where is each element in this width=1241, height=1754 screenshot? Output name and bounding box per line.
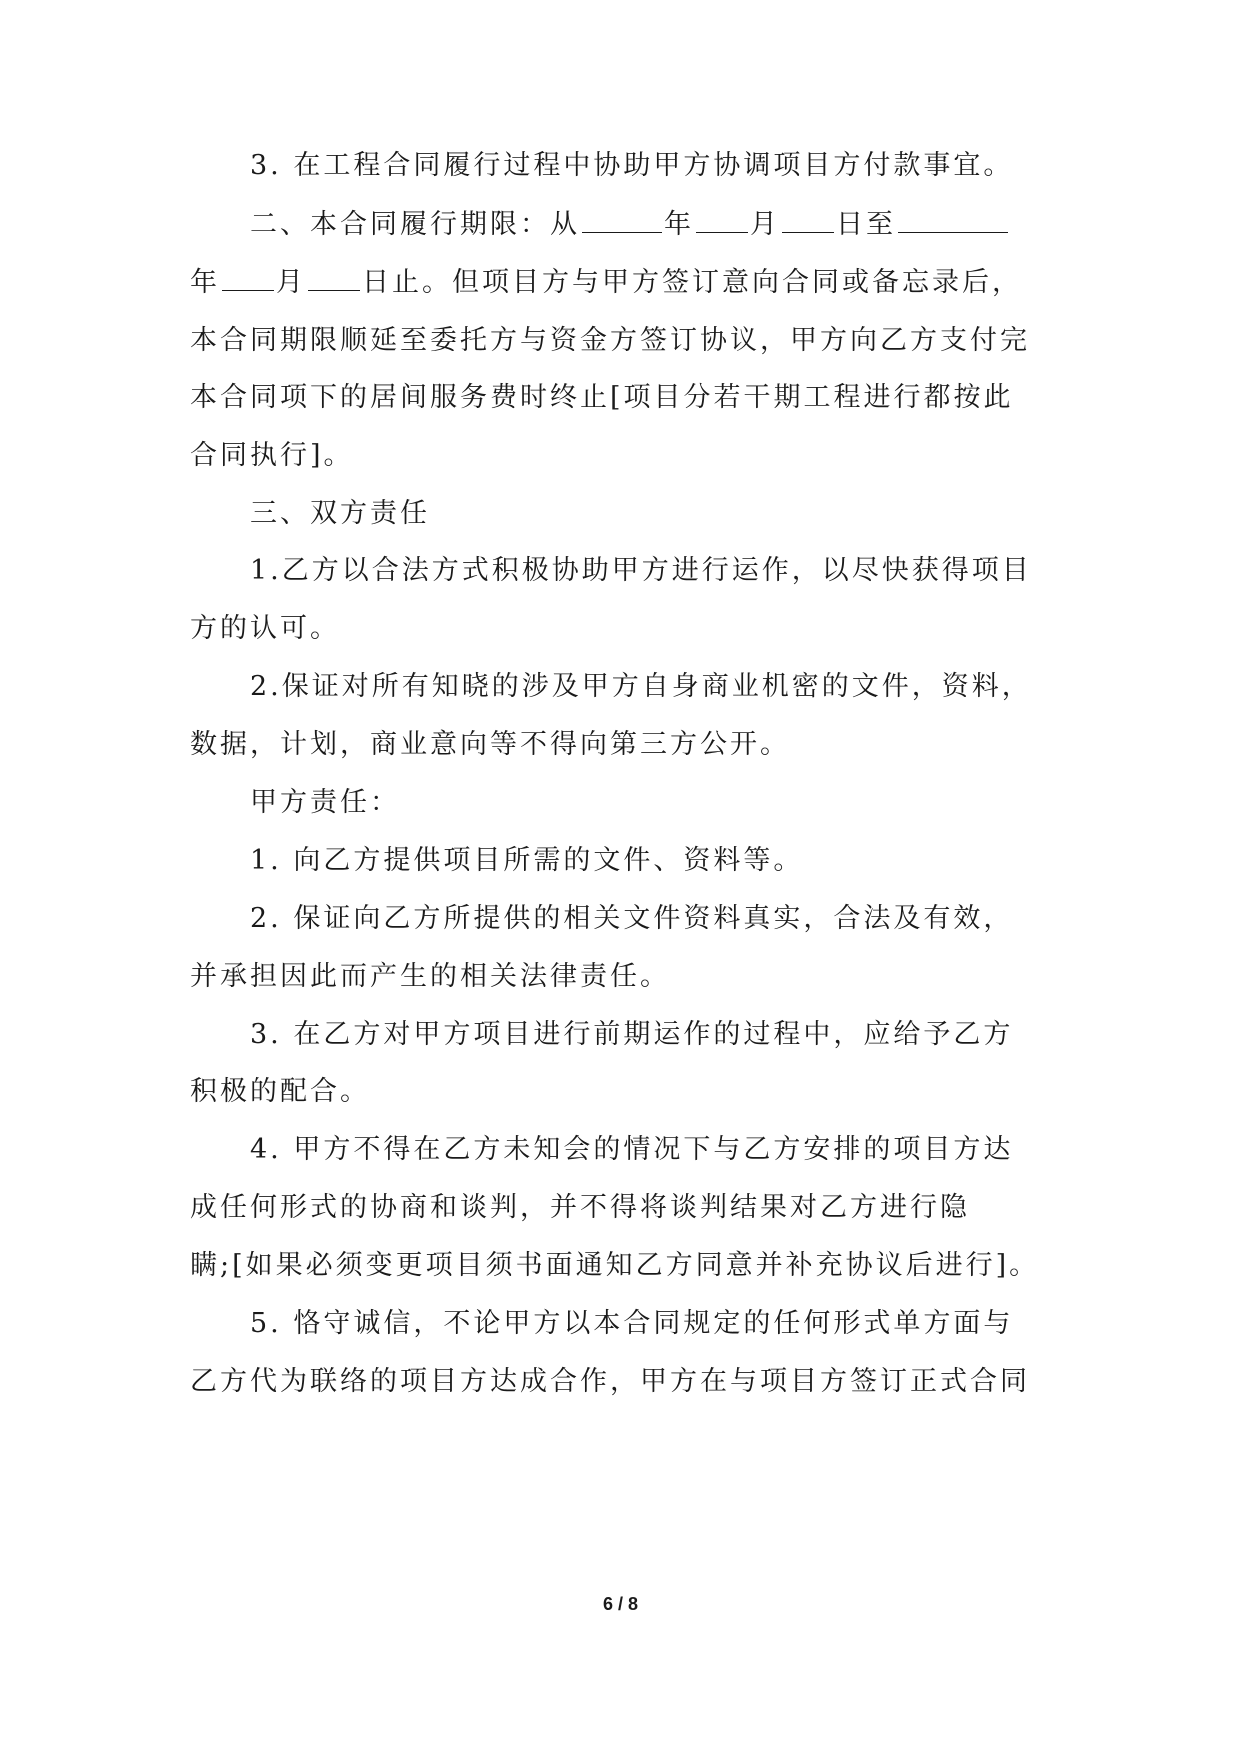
month-unit: 月 — [276, 267, 306, 298]
paragraph-line: 1. 向乙方提供项目所需的文件、资料等。 — [250, 845, 804, 876]
end-month-blank — [222, 264, 274, 291]
paragraph-line: 3. 在工程合同履行过程中协助甲方协调项目方付款事宜。 — [250, 150, 1014, 181]
paragraph-line: 1.乙方以合法方式积极协助甲方进行运作，以尽快获得项目 — [250, 555, 1032, 586]
year-unit: 年 — [190, 267, 220, 298]
paragraph-line: 本合同项下的居间服务费时终止[项目分若干期工程进行都按此 — [190, 382, 1014, 413]
paragraph-line: 本合同期限顺延至委托方与资金方签订协议，甲方向乙方支付完 — [190, 325, 1030, 356]
paragraph-line: 方的认可。 — [190, 613, 340, 644]
day-blank — [782, 206, 834, 233]
section-heading: 三、双方责任 — [250, 498, 430, 529]
term-end-text: 日止。但项目方与甲方签订意向合同或备忘录后， — [362, 267, 1022, 298]
day-to-unit: 日至 — [836, 209, 896, 240]
contract-term-line-2 — [190, 263, 1022, 303]
paragraph-line: 乙方代为联络的项目方达成合作，甲方在与项目方签订正式合同 — [190, 1366, 1030, 1397]
paragraph-line: 3. 在乙方对甲方项目进行前期运作的过程中，应给予乙方 — [250, 1019, 1014, 1050]
month-unit: 月 — [750, 209, 780, 240]
paragraph-line: 4. 甲方不得在乙方未知会的情况下与乙方安排的项目方达 — [250, 1134, 1014, 1165]
end-day-blank — [308, 264, 360, 291]
term-label: 二、本合同履行期限：从 — [250, 209, 580, 240]
paragraph-line: 成任何形式的协商和谈判，并不得将谈判结果对乙方进行隐 — [190, 1192, 970, 1223]
paragraph-line: 5. 恪守诚信，不论甲方以本合同规定的任何形式单方面与 — [250, 1308, 1014, 1339]
year-unit: 年 — [664, 209, 694, 240]
paragraph-line: 瞒;[如果必须变更项目须书面通知乙方同意并补充协议后进行]。 — [190, 1250, 1040, 1281]
paragraph-line: 2. 保证向乙方所提供的相关文件资料真实，合法及有效， — [250, 903, 1014, 934]
page-number: 6 / 8 — [602, 1594, 639, 1614]
paragraph-line: 积极的配合。 — [190, 1076, 370, 1107]
subsection-heading: 甲方责任： — [250, 787, 400, 818]
paragraph-line: 合同执行]。 — [190, 440, 354, 471]
paragraph-line: 数据，计划，商业意向等不得向第三方公开。 — [190, 729, 790, 760]
paragraph-line: 并承担因此而产生的相关法律责任。 — [190, 961, 670, 992]
paragraph-line: 2.保证对所有知晓的涉及甲方自身商业机密的文件，资料， — [250, 671, 1032, 702]
end-year-blank — [898, 206, 1008, 233]
contract-term-line — [250, 205, 1010, 245]
year-blank — [582, 206, 662, 233]
month-blank — [696, 206, 748, 233]
